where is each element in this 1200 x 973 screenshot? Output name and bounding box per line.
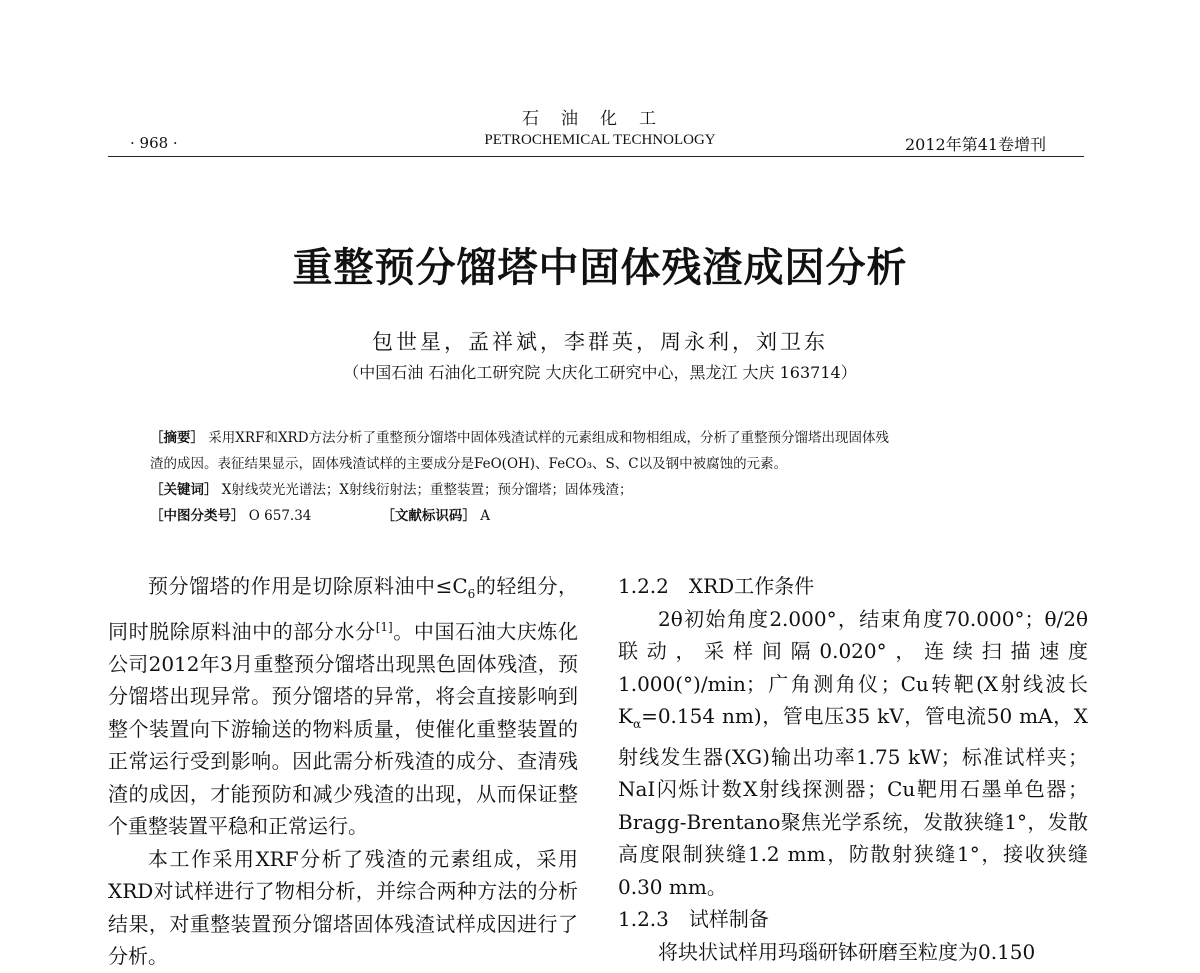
author-list: 包世星，孟祥斌，李群英，周永利，刘卫东 [372,330,828,354]
intro-paragraph-2: 本工作采用XRF分析了残渣的元素组成，采用XRD对试样进行了物相分析，并综合两种方法的分析结果，对重整装置预分馏塔固体残渣试样成因进行了分析。 [108,846,578,969]
header-rule [108,156,1084,157]
keywords-text: X射线荧光光谱法；X射线衍射法；重整装置；预分馏塔；固体残渣； [221,482,633,498]
xrd-subscript: α [632,717,642,731]
section-heading-sample: 1.2.3 试样制备 [618,907,769,931]
intro-subscript: 6 [467,587,476,601]
intro-text-b: 的轻组分，同时脱除原料油中的部分水分 [108,574,579,644]
abstract-line-2 [150,451,1050,477]
doc-code-value: A [480,508,490,524]
journal-title-cn: 石油化工 [522,109,678,129]
abstract-block [150,425,1050,529]
xrd-text-a: 2θ初始角度2.000°，结束角度70.000°；θ/2θ联动，采样间隔0.020°，连续扫描速度1.000(°)/min；广角测角仪；Cu转靶(X射线波长K [618,606,1088,728]
keywords-line [150,477,1050,503]
affiliation: （中国石油 石油化工研究院 大庆化工研究中心，黑龙江 大庆 163714） [343,363,857,382]
right-column [618,570,1088,968]
journal-title-en: PETROCHEMICAL TECHNOLOGY [484,132,716,148]
left-column [108,570,578,973]
clc-value: O 657.34 [248,508,312,524]
issue-info: 2012年第41卷增刊 [905,135,1047,154]
xrd-text-b: =0.154 nm)，管电压35 kV，管电流50 mA，X射线发生器(XG)输出功率1.75 kW；标准试样夹；NaI闪烁计数X射线探测器；Cu靶用石墨单色器；Bragg-Brentano聚焦光学系统，发散狭缝1°，发散高度限制狭缝1.2 mm，防散射狭缝1°，接收狭缝0.30 mm。 [618,704,1088,899]
abstract-label: ［摘要］ [150,430,204,446]
keywords-label: ［关键词］ [150,482,218,498]
clc-label: ［中图分类号］ [150,508,245,524]
page-number: · 968 · [130,134,178,152]
doc-code-label: ［文献标识码］ [381,508,476,524]
intro-text-c: 。中国石油大庆炼化公司2012年3月重整预分馏塔出现黑色固体残渣，预分馏塔出现异常。预分馏塔的异常，将会直接影响到整个装置向下游输送的物料质量，使催化重整装置的正常运行受到影响。因此需分析残渣的成分、查清残渣的成因，才能预防和减少残渣的出现，从而保证整个重整装置平稳和正常运行。 [108,619,579,839]
article-title: 重整预分馏塔中固体残渣成因分析 [292,245,908,291]
abstract-text-2: 渣的成因。表征结果显示，固体残渣试样的主要成分是FeO(OH)、FeCO₃、S、C以及钢中被腐蚀的元素。 [150,456,788,472]
reference-marker: [1] [375,619,393,634]
abstract-text-1: 采用XRF和XRD方法分析了重整预分馏塔中固体残渣试样的元素组成和物相组成，分析了重整预分馏塔出现固体残 [208,430,890,446]
classification-line [150,503,1050,529]
xrd-conditions-paragraph [618,603,1088,904]
sample-prep-paragraph: 将块状试样用玛瑙研钵研磨至粒度为0.150 [658,939,1036,964]
intro-paragraph-1 [108,570,578,843]
section-heading-xrd: 1.2.2 XRD工作条件 [618,574,815,598]
abstract-line-1 [150,425,1050,451]
intro-text-a: 预分馏塔的作用是切除原料油中≤C [148,574,468,598]
